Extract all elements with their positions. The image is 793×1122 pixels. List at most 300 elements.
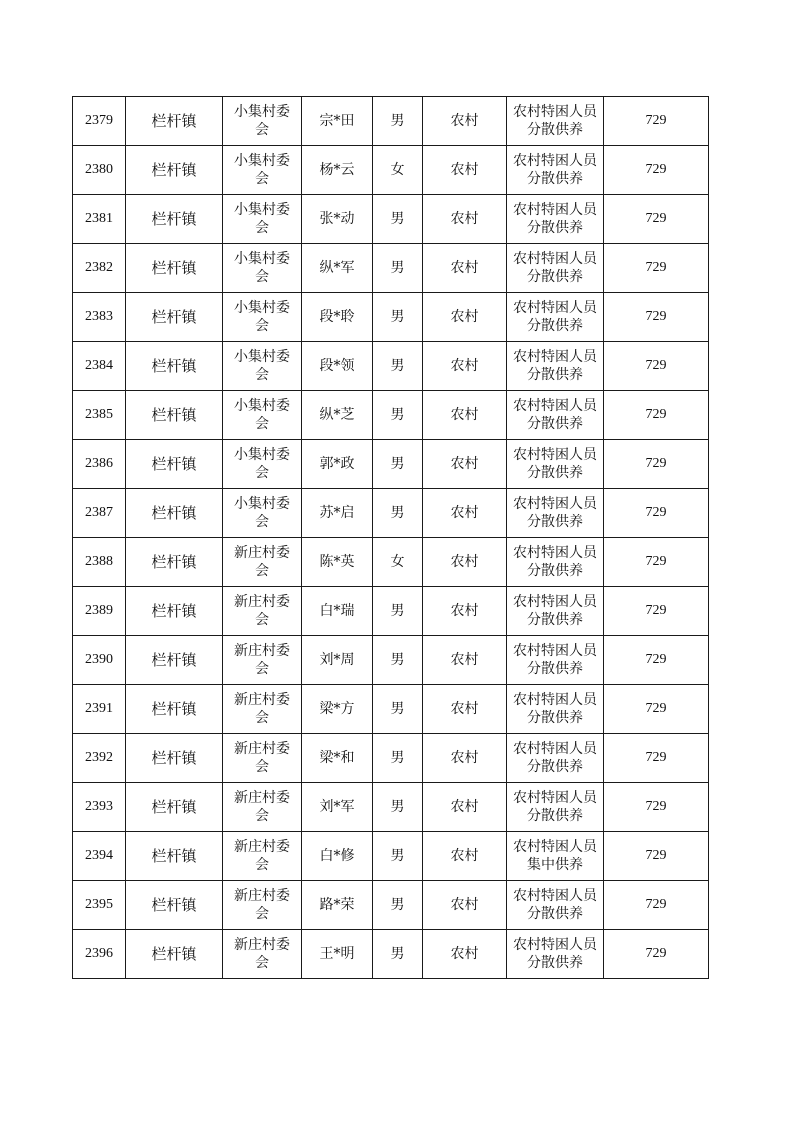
gender-text: 男	[390, 848, 405, 864]
town-text: 栏杆镇	[151, 455, 197, 473]
serial-number-text: 2387	[85, 505, 113, 520]
serial-number-text: 2393	[85, 799, 113, 814]
person-name-text: 张*动	[319, 211, 355, 227]
table-row	[73, 685, 709, 734]
serial-number-cell	[73, 489, 126, 538]
person-name-cell	[302, 244, 373, 293]
gender-cell	[373, 440, 423, 489]
table-row	[73, 930, 709, 979]
amount-cell	[604, 342, 709, 391]
area-type-text: 农村	[450, 750, 479, 766]
area-type-text: 农村	[450, 946, 479, 962]
serial-number-cell	[73, 342, 126, 391]
town-text: 栏杆镇	[151, 553, 197, 571]
person-name-cell	[302, 538, 373, 587]
amount-text: 729	[645, 456, 667, 471]
person-name-text: 宗*田	[319, 113, 355, 129]
town-cell	[126, 97, 223, 146]
gender-cell	[373, 734, 423, 783]
serial-number-text: 2389	[85, 603, 113, 618]
person-name-text: 纵*芝	[319, 407, 355, 423]
amount-cell	[604, 538, 709, 587]
town-cell	[126, 293, 223, 342]
town-text: 栏杆镇	[151, 798, 197, 816]
support-category-text: 农村特困人员分散供养	[512, 104, 597, 138]
table-row	[73, 293, 709, 342]
serial-number-cell	[73, 881, 126, 930]
area-type-cell	[423, 685, 507, 734]
gender-text: 男	[390, 407, 405, 423]
amount-text: 729	[645, 554, 667, 569]
village-committee-cell	[223, 881, 302, 930]
support-category-text: 农村特困人员分散供养	[512, 153, 597, 187]
person-name-text: 王*明	[319, 946, 355, 962]
amount-cell	[604, 440, 709, 489]
table-row	[73, 342, 709, 391]
support-category-cell	[507, 636, 604, 685]
village-committee-text: 新庄村委会	[234, 888, 290, 922]
town-cell	[126, 489, 223, 538]
area-type-text: 农村	[450, 260, 479, 276]
town-cell	[126, 881, 223, 930]
area-type-text: 农村	[450, 211, 479, 227]
person-name-text: 刘*周	[319, 652, 355, 668]
serial-number-text: 2386	[85, 456, 113, 471]
amount-text: 729	[645, 799, 667, 814]
beneficiary-table	[72, 96, 709, 979]
town-text: 栏杆镇	[151, 259, 197, 277]
support-category-cell	[507, 685, 604, 734]
amount-text: 729	[645, 946, 667, 961]
amount-text: 729	[645, 603, 667, 618]
person-name-cell	[302, 734, 373, 783]
amount-text: 729	[645, 309, 667, 324]
table-row	[73, 244, 709, 293]
serial-number-cell	[73, 195, 126, 244]
village-committee-text: 小集村委会	[234, 398, 290, 432]
village-committee-text: 小集村委会	[234, 447, 290, 481]
area-type-text: 农村	[450, 309, 479, 325]
amount-cell	[604, 832, 709, 881]
town-text: 栏杆镇	[151, 749, 197, 767]
person-name-cell	[302, 489, 373, 538]
area-type-text: 农村	[450, 848, 479, 864]
amount-text: 729	[645, 358, 667, 373]
person-name-text: 杨*云	[319, 162, 355, 178]
support-category-text: 农村特困人员分散供养	[512, 202, 597, 236]
support-category-cell	[507, 881, 604, 930]
area-type-cell	[423, 440, 507, 489]
village-committee-cell	[223, 293, 302, 342]
gender-text: 男	[390, 750, 405, 766]
person-name-cell	[302, 832, 373, 881]
area-type-cell	[423, 881, 507, 930]
person-name-cell	[302, 146, 373, 195]
town-cell	[126, 685, 223, 734]
amount-cell	[604, 783, 709, 832]
town-text: 栏杆镇	[151, 161, 197, 179]
table-row	[73, 391, 709, 440]
amount-cell	[604, 930, 709, 979]
serial-number-text: 2390	[85, 652, 113, 667]
village-committee-text: 新庄村委会	[234, 741, 290, 775]
table-row	[73, 783, 709, 832]
town-text: 栏杆镇	[151, 210, 197, 228]
village-committee-text: 小集村委会	[234, 153, 290, 187]
area-type-cell	[423, 930, 507, 979]
gender-text: 女	[390, 554, 405, 570]
gender-text: 男	[390, 358, 405, 374]
amount-text: 729	[645, 162, 667, 177]
area-type-text: 农村	[450, 407, 479, 423]
person-name-text: 白*瑞	[319, 603, 355, 619]
town-text: 栏杆镇	[151, 357, 197, 375]
amount-cell	[604, 881, 709, 930]
support-category-text: 农村特困人员集中供养	[512, 839, 597, 873]
support-category-cell	[507, 832, 604, 881]
serial-number-text: 2394	[85, 848, 113, 863]
gender-cell	[373, 538, 423, 587]
support-category-text: 农村特困人员分散供养	[512, 790, 597, 824]
town-cell	[126, 587, 223, 636]
serial-number-cell	[73, 97, 126, 146]
area-type-cell	[423, 832, 507, 881]
serial-number-cell	[73, 146, 126, 195]
person-name-cell	[302, 391, 373, 440]
gender-text: 男	[390, 652, 405, 668]
support-category-text: 农村特困人员分散供养	[512, 251, 597, 285]
area-type-cell	[423, 97, 507, 146]
area-type-text: 农村	[450, 799, 479, 815]
amount-text: 729	[645, 211, 667, 226]
amount-cell	[604, 489, 709, 538]
village-committee-cell	[223, 489, 302, 538]
gender-cell	[373, 391, 423, 440]
town-cell	[126, 734, 223, 783]
person-name-text: 梁*方	[319, 701, 355, 717]
support-category-cell	[507, 293, 604, 342]
person-name-text: 白*修	[319, 848, 355, 864]
gender-text: 男	[390, 211, 405, 227]
support-category-cell	[507, 734, 604, 783]
village-committee-text: 新庄村委会	[234, 937, 290, 971]
area-type-text: 农村	[450, 554, 479, 570]
village-committee-cell	[223, 342, 302, 391]
village-committee-text: 新庄村委会	[234, 839, 290, 873]
table-row	[73, 734, 709, 783]
gender-cell	[373, 587, 423, 636]
area-type-cell	[423, 636, 507, 685]
gender-cell	[373, 930, 423, 979]
serial-number-text: 2383	[85, 309, 113, 324]
serial-number-text: 2382	[85, 260, 113, 275]
person-name-cell	[302, 587, 373, 636]
town-text: 栏杆镇	[151, 847, 197, 865]
support-category-text: 农村特困人员分散供养	[512, 888, 597, 922]
support-category-text: 农村特困人员分散供养	[512, 496, 597, 530]
amount-cell	[604, 685, 709, 734]
support-category-text: 农村特困人员分散供养	[512, 349, 597, 383]
town-cell	[126, 342, 223, 391]
village-committee-text: 小集村委会	[234, 300, 290, 334]
table-row	[73, 832, 709, 881]
amount-cell	[604, 97, 709, 146]
village-committee-text: 新庄村委会	[234, 545, 290, 579]
person-name-cell	[302, 293, 373, 342]
support-category-cell	[507, 244, 604, 293]
table-body	[73, 97, 709, 979]
table-row	[73, 587, 709, 636]
gender-text: 男	[390, 505, 405, 521]
area-type-text: 农村	[450, 358, 479, 374]
town-cell	[126, 440, 223, 489]
village-committee-cell	[223, 734, 302, 783]
person-name-text: 段*领	[319, 358, 355, 374]
person-name-text: 苏*启	[319, 505, 355, 521]
person-name-text: 路*荣	[319, 897, 355, 913]
person-name-cell	[302, 881, 373, 930]
serial-number-cell	[73, 440, 126, 489]
gender-text: 男	[390, 799, 405, 815]
village-committee-cell	[223, 538, 302, 587]
village-committee-text: 小集村委会	[234, 251, 290, 285]
gender-cell	[373, 783, 423, 832]
amount-cell	[604, 146, 709, 195]
support-category-cell	[507, 930, 604, 979]
support-category-text: 农村特困人员分散供养	[512, 545, 597, 579]
serial-number-cell	[73, 538, 126, 587]
amount-text: 729	[645, 701, 667, 716]
town-cell	[126, 195, 223, 244]
area-type-text: 农村	[450, 652, 479, 668]
gender-cell	[373, 97, 423, 146]
person-name-cell	[302, 440, 373, 489]
amount-text: 729	[645, 113, 667, 128]
serial-number-text: 2388	[85, 554, 113, 569]
support-category-text: 农村特困人员分散供养	[512, 937, 597, 971]
gender-cell	[373, 489, 423, 538]
gender-text: 男	[390, 456, 405, 472]
town-text: 栏杆镇	[151, 896, 197, 914]
serial-number-text: 2379	[85, 113, 113, 128]
area-type-text: 农村	[450, 162, 479, 178]
table-row	[73, 489, 709, 538]
town-text: 栏杆镇	[151, 602, 197, 620]
support-category-cell	[507, 146, 604, 195]
town-text: 栏杆镇	[151, 651, 197, 669]
person-name-text: 纵*军	[319, 260, 355, 276]
town-cell	[126, 930, 223, 979]
village-committee-cell	[223, 391, 302, 440]
serial-number-cell	[73, 244, 126, 293]
serial-number-text: 2395	[85, 897, 113, 912]
area-type-cell	[423, 391, 507, 440]
gender-text: 男	[390, 260, 405, 276]
support-category-cell	[507, 440, 604, 489]
table-row	[73, 97, 709, 146]
gender-text: 男	[390, 701, 405, 717]
village-committee-text: 新庄村委会	[234, 692, 290, 726]
serial-number-text: 2392	[85, 750, 113, 765]
area-type-text: 农村	[450, 897, 479, 913]
support-category-text: 农村特困人员分散供养	[512, 594, 597, 628]
town-text: 栏杆镇	[151, 308, 197, 326]
gender-text: 男	[390, 309, 405, 325]
person-name-text: 梁*和	[319, 750, 355, 766]
support-category-text: 农村特困人员分散供养	[512, 398, 597, 432]
village-committee-text: 新庄村委会	[234, 594, 290, 628]
village-committee-cell	[223, 244, 302, 293]
amount-cell	[604, 293, 709, 342]
gender-cell	[373, 146, 423, 195]
village-committee-text: 新庄村委会	[234, 790, 290, 824]
town-cell	[126, 538, 223, 587]
gender-cell	[373, 685, 423, 734]
village-committee-cell	[223, 587, 302, 636]
serial-number-text: 2380	[85, 162, 113, 177]
person-name-cell	[302, 636, 373, 685]
village-committee-text: 新庄村委会	[234, 643, 290, 677]
area-type-cell	[423, 195, 507, 244]
area-type-text: 农村	[450, 113, 479, 129]
gender-cell	[373, 342, 423, 391]
area-type-cell	[423, 587, 507, 636]
gender-cell	[373, 832, 423, 881]
amount-cell	[604, 391, 709, 440]
support-category-cell	[507, 489, 604, 538]
table-row	[73, 146, 709, 195]
village-committee-cell	[223, 195, 302, 244]
village-committee-cell	[223, 930, 302, 979]
village-committee-text: 小集村委会	[234, 202, 290, 236]
town-text: 栏杆镇	[151, 112, 197, 130]
area-type-cell	[423, 734, 507, 783]
town-cell	[126, 391, 223, 440]
support-category-text: 农村特困人员分散供养	[512, 741, 597, 775]
support-category-cell	[507, 195, 604, 244]
town-cell	[126, 244, 223, 293]
person-name-text: 刘*军	[319, 799, 355, 815]
serial-number-cell	[73, 685, 126, 734]
area-type-text: 农村	[450, 456, 479, 472]
town-text: 栏杆镇	[151, 700, 197, 718]
amount-cell	[604, 636, 709, 685]
support-category-text: 农村特困人员分散供养	[512, 643, 597, 677]
village-committee-text: 小集村委会	[234, 496, 290, 530]
support-category-cell	[507, 391, 604, 440]
table-row	[73, 538, 709, 587]
village-committee-text: 小集村委会	[234, 104, 290, 138]
gender-text: 男	[390, 897, 405, 913]
village-committee-cell	[223, 440, 302, 489]
village-committee-cell	[223, 685, 302, 734]
town-cell	[126, 832, 223, 881]
person-name-text: 段*聆	[319, 309, 355, 325]
area-type-cell	[423, 146, 507, 195]
village-committee-cell	[223, 832, 302, 881]
village-committee-cell	[223, 146, 302, 195]
serial-number-cell	[73, 930, 126, 979]
town-text: 栏杆镇	[151, 945, 197, 963]
town-cell	[126, 146, 223, 195]
village-committee-cell	[223, 97, 302, 146]
support-category-cell	[507, 538, 604, 587]
serial-number-text: 2391	[85, 701, 113, 716]
town-cell	[126, 783, 223, 832]
village-committee-cell	[223, 783, 302, 832]
amount-text: 729	[645, 505, 667, 520]
person-name-cell	[302, 97, 373, 146]
gender-text: 男	[390, 113, 405, 129]
area-type-cell	[423, 489, 507, 538]
amount-cell	[604, 195, 709, 244]
amount-text: 729	[645, 652, 667, 667]
support-category-cell	[507, 97, 604, 146]
person-name-cell	[302, 342, 373, 391]
town-text: 栏杆镇	[151, 406, 197, 424]
support-category-cell	[507, 587, 604, 636]
town-cell	[126, 636, 223, 685]
serial-number-text: 2381	[85, 211, 113, 226]
area-type-text: 农村	[450, 603, 479, 619]
serial-number-cell	[73, 293, 126, 342]
amount-text: 729	[645, 260, 667, 275]
support-category-text: 农村特困人员分散供养	[512, 447, 597, 481]
amount-text: 729	[645, 750, 667, 765]
serial-number-cell	[73, 734, 126, 783]
village-committee-text: 小集村委会	[234, 349, 290, 383]
person-name-cell	[302, 930, 373, 979]
person-name-cell	[302, 783, 373, 832]
support-category-text: 农村特困人员分散供养	[512, 692, 597, 726]
area-type-cell	[423, 342, 507, 391]
serial-number-text: 2385	[85, 407, 113, 422]
serial-number-cell	[73, 391, 126, 440]
support-category-cell	[507, 783, 604, 832]
gender-text: 女	[390, 162, 405, 178]
area-type-cell	[423, 783, 507, 832]
person-name-cell	[302, 685, 373, 734]
gender-cell	[373, 195, 423, 244]
amount-cell	[604, 734, 709, 783]
serial-number-text: 2384	[85, 358, 113, 373]
area-type-text: 农村	[450, 505, 479, 521]
area-type-cell	[423, 538, 507, 587]
gender-cell	[373, 636, 423, 685]
serial-number-text: 2396	[85, 946, 113, 961]
amount-text: 729	[645, 407, 667, 422]
gender-cell	[373, 293, 423, 342]
area-type-cell	[423, 293, 507, 342]
serial-number-cell	[73, 587, 126, 636]
gender-text: 男	[390, 603, 405, 619]
amount-text: 729	[645, 848, 667, 863]
serial-number-cell	[73, 636, 126, 685]
support-category-cell	[507, 342, 604, 391]
area-type-text: 农村	[450, 701, 479, 717]
table-row	[73, 440, 709, 489]
support-category-text: 农村特困人员分散供养	[512, 300, 597, 334]
village-committee-cell	[223, 636, 302, 685]
gender-cell	[373, 881, 423, 930]
serial-number-cell	[73, 832, 126, 881]
gender-text: 男	[390, 946, 405, 962]
amount-cell	[604, 244, 709, 293]
town-text: 栏杆镇	[151, 504, 197, 522]
amount-cell	[604, 587, 709, 636]
amount-text: 729	[645, 897, 667, 912]
table-row	[73, 636, 709, 685]
